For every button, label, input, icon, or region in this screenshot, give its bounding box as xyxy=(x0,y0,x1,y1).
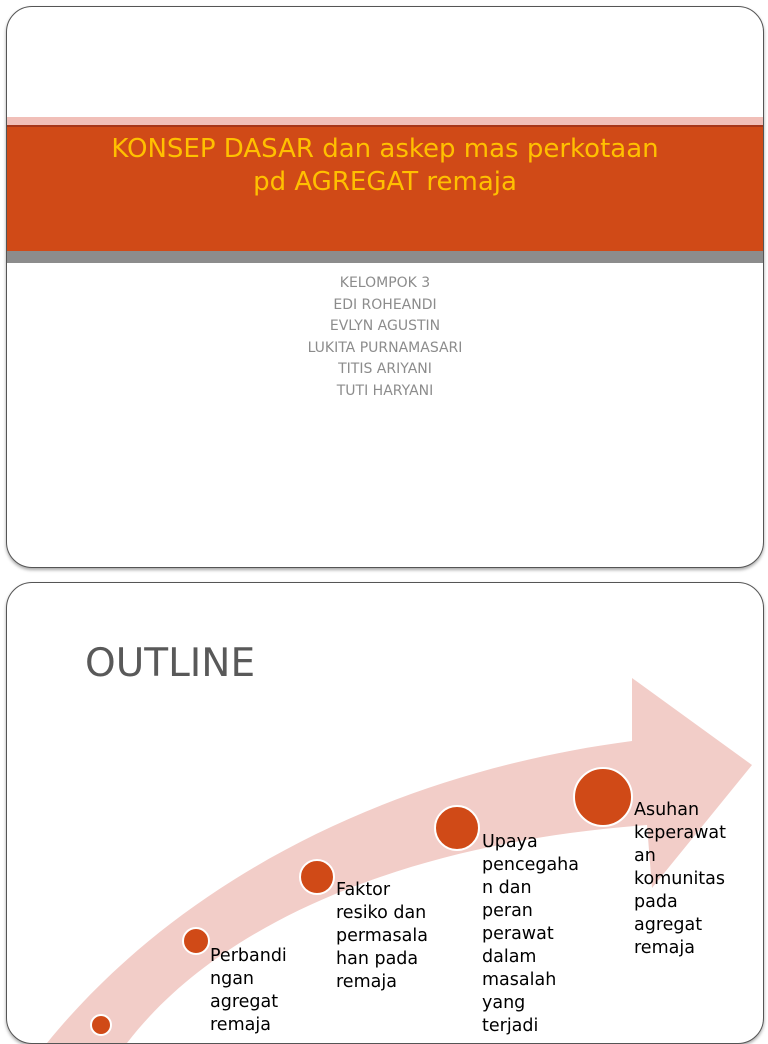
step-marker-4 xyxy=(574,768,632,826)
slide-title-line2: pd AGREGAT remaja xyxy=(253,167,517,197)
title-band-bottom xyxy=(7,251,763,263)
member-item: EDI ROHEANDI xyxy=(333,296,437,313)
outline-heading: OUTLINE xyxy=(85,641,256,686)
member-item: EVLYN AGUSTIN xyxy=(329,318,441,334)
member-item: LUKITA PURNAMASARI xyxy=(307,339,463,356)
slide-title xyxy=(27,133,743,199)
member-item: KELOMPOK 3 xyxy=(339,275,431,291)
step-text-2: Faktor resiko dan permasala han pada remaja xyxy=(336,880,428,992)
step-text-4: Asuhan keperawat an komunitas pada agregat remaja xyxy=(634,800,726,958)
member-item: TITIS ARIYANI xyxy=(338,361,432,377)
title-slide[interactable] xyxy=(6,6,764,568)
outline-slide[interactable] xyxy=(6,582,764,1044)
slide-title-line1: KONSEP DASAR dan askep mas perkotaan xyxy=(111,134,659,164)
step-marker-3 xyxy=(435,806,479,850)
step-marker-0 xyxy=(91,1015,111,1035)
step-text-3: Upaya pencegaha n dan peran perawat dalam masalah yang terjadi xyxy=(482,832,580,1036)
member-list xyxy=(7,273,763,402)
title-band-top xyxy=(7,117,763,125)
step-marker-2 xyxy=(300,860,334,894)
step-text-1: Perbandi ngan agregat remaja xyxy=(210,946,287,1035)
member-item: TUTI HARYANI xyxy=(336,382,434,399)
step-marker-1 xyxy=(183,928,209,954)
